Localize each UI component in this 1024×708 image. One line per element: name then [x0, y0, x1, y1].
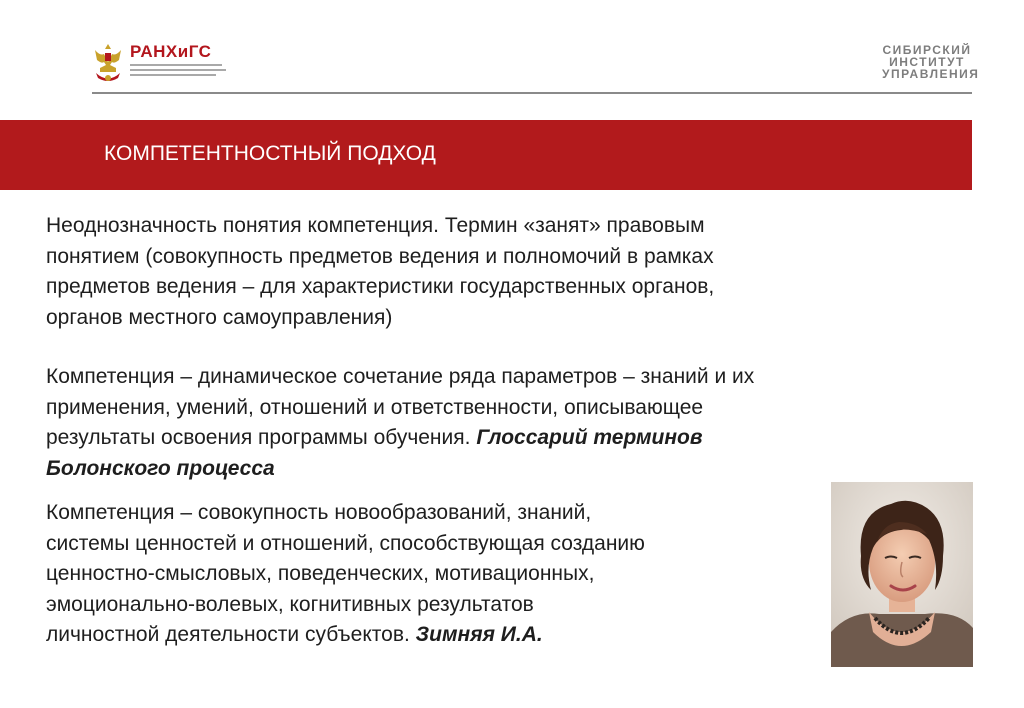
paragraph-zimnyaya-definition	[46, 498, 645, 651]
text-line: результаты освоения программы обучения.	[46, 426, 477, 449]
text-line: ценностно-смысловых, поведенческих, мотивационных,	[46, 562, 595, 585]
text-line: Компетенция – динамическое сочетание ряда параметров – знаний и их	[46, 365, 755, 388]
portrait-illustration	[831, 482, 973, 667]
source-citation: Глоссарий терминов	[476, 426, 703, 449]
logo-line-2: ИНСТИТУТ	[889, 55, 965, 69]
slide-title: КОМПЕТЕНТНОСТНЫЙ ПОДХОД	[104, 142, 436, 165]
text-line: личностной деятельности субъектов.	[46, 623, 416, 646]
logo-line-3: УПРАВЛЕНИЯ	[882, 67, 980, 81]
ranepa-logo	[92, 40, 232, 84]
ranepa-logo-text: РАНХиГС	[130, 42, 212, 61]
text-line: системы ценностей и отношений, способствующая созданию	[46, 531, 645, 555]
text-line: применения, умений, отношений и ответственности, описывающее	[46, 395, 704, 419]
text-line: Компетенция – совокупность новообразований, знаний,	[46, 501, 592, 524]
paragraph-ambiguity	[46, 211, 714, 333]
title-banner	[0, 120, 972, 190]
eagle-emblem-icon	[92, 40, 124, 84]
text-line: Неоднозначность понятия компетенция. Термин «занят» правовым	[46, 214, 705, 237]
text-line: эмоционально-волевых, когнитивных результатов	[46, 592, 534, 616]
text-line: органов местного самоуправления)	[46, 305, 393, 329]
siberian-institute-logo	[882, 43, 980, 81]
logo-fine-print-line	[130, 64, 222, 66]
logo-line-1: СИБИРСКИЙ	[882, 43, 972, 57]
logo-fine-print-line	[130, 74, 216, 76]
text-line: понятием (совокупность предметов ведения и полномочий в рамках	[46, 244, 714, 268]
text-line: предметов ведения – для характеристики государственных органов,	[46, 275, 715, 298]
logo-fine-print-line	[130, 69, 226, 71]
source-citation: Болонского процесса	[46, 456, 275, 480]
header-divider	[92, 92, 972, 94]
paragraph-bologna-definition	[46, 362, 754, 484]
source-citation: Зимняя И.А.	[415, 623, 543, 646]
portrait-photo	[831, 482, 973, 667]
